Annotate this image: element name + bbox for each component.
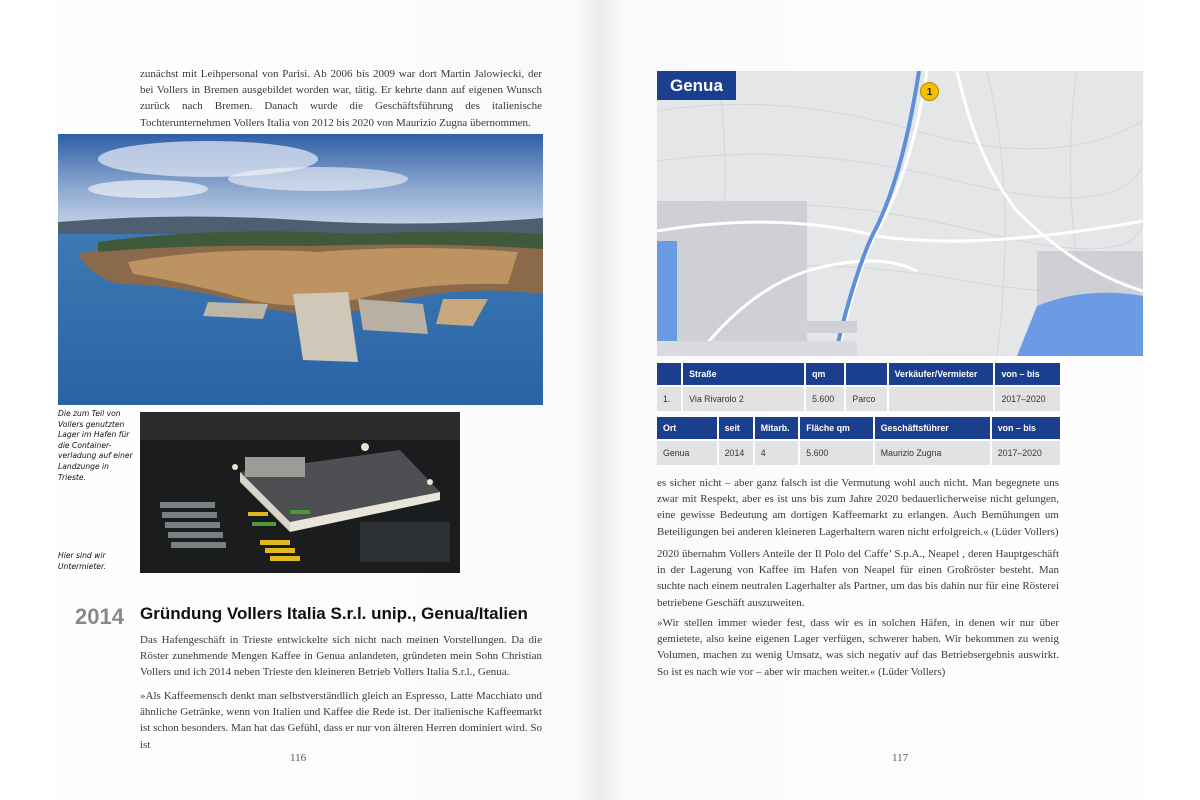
table-cell: Maurizio Zugna [875,439,990,465]
table-cell: 1. [657,385,681,411]
company-table-header: Ort [657,417,717,439]
section-heading: Gründung Vollers Italia S.r.l. unip., Genua/Italien [140,604,528,623]
location-marker-icon: 1 [920,82,939,101]
company-table-header: seit [719,417,753,439]
table-cell: 5.600 [806,385,844,411]
company-table-header: von – bis [992,417,1060,439]
genoa-map [657,71,1143,356]
property-table-header [657,363,681,385]
table-cell: 2017–2020 [995,385,1060,411]
company-table-header: Fläche qm [800,417,872,439]
property-table [655,363,1062,411]
left-paragraph-2: »Als Kaffeemensch denkt man selbstverständlich gleich an Espresso, Latte Macchiato und ähnliche Getränke, wenn von Italien und Kaffee die Rede ist. Der italienische Kaffeemarkt ist schon besonders. Man hat das Gefühl, dass er nur von älteren Herren dominiert wird. So ist [140,690,543,751]
table-cell: Genua [657,439,717,465]
page-number-left: 116 [290,752,307,764]
company-table [655,417,1062,465]
property-table-header: Straße [683,363,804,385]
property-table-header: Verkäufer/Vermieter [889,363,994,385]
table-row [657,385,1060,411]
trieste-aerial-photo [58,134,543,405]
property-table-header: qm [806,363,844,385]
property-table-header [846,363,886,385]
table-cell: 2017–2020 [992,439,1060,465]
table-cell [889,385,994,411]
left-paragraph-1: Das Hafengeschäft in Trieste entwickelte sich nicht nach meinen Vorstellungen. Da die Röster zunehmende Mengen Kaffee in Genua anlandeten, gründeten mein Sohn Christian Vollers und ich 2014 neben Trieste den kleineren Betrieb Vollers Italia S.r.l., Genua. [140,634,542,679]
table-cell: Via Rivarolo 2 [683,385,804,411]
right-paragraph-1: es sicher nicht – aber ganz falsch ist die Vermutung wohl auch nicht. Man begegnete uns zwar mit Respekt, aber es ist uns bis zum Jahre 2020 bedauerlicherweise nicht gelungen, eine gewisse Bedeutung am dortigen Kaffeemarkt zu erlangen. Auch Bemühungen um Beteiligungen bei anderen kleineren Lagerhaltern waren nicht erfolgreich.« (Lüder Vollers) [657,477,1059,538]
right-paragraph-2: 2020 übernahm Vollers Anteile der Il Polo del Caffe’ S.p.A., Neapel , deren Hauptgeschäft in der Lagerung von Kaffee im Hafen von Neapel für einen Großröster besteht. Man suchte nach einem neutralen Lagerhalter als Partner, um das bis dahin nur für eine Rösterei betriebene Geschäft auszuweiten. [657,548,1059,609]
table-row [657,439,1060,465]
table-cell: Parco [846,385,886,411]
map-title: Genua [657,71,736,100]
left-intro-paragraph: zunächst mit Leihpersonal von Parisi. Ab 2006 bis 2009 war dort Martin Jalowiecki, der bei Vollers in Bremen ausgebildet worden war, tätig. Er kehrte dann auf eigenen Wunsch zurück nach Bremen. Danach wurde die Geschäftsführung des italienische Tochterunternehmen Vollers Italia von 2012 bis 2020 von Maurizio Zugna übernommen. [140,68,542,129]
company-table-header: Geschäftsführer [875,417,990,439]
property-table-header: von – bis [995,363,1060,385]
page-number-right: 117 [892,752,909,764]
photo-caption-tenant: Hier sind wir Untermieter. [58,551,106,571]
table-cell: 2014 [719,439,753,465]
section-year: 2014 [75,604,124,629]
company-table-header: Mitarb. [755,417,799,439]
warehouse-night-photo [140,412,460,573]
table-cell: 4 [755,439,799,465]
photo-caption-harbour: Die zum Teil von Vollers genutzten Lager im Hafen für die Container-verladung auf einer Landzunge in Trieste. [58,409,133,482]
right-paragraph-3: »Wir stellen immer wieder fest, dass wir es in solchen Häfen, in denen wir nur über gemietete, also keine eigenen Lager verfügen, schwerer haben. Wir bekommen zu wenig Volumen, machen zu wenig Umsatz, was sich negativ auf das Betriebsergebnis auswirkt. So ist es nach wie vor – aber wir machen weiter.« (Lüder Vollers) [657,617,1059,678]
table-cell: 5.600 [800,439,872,465]
